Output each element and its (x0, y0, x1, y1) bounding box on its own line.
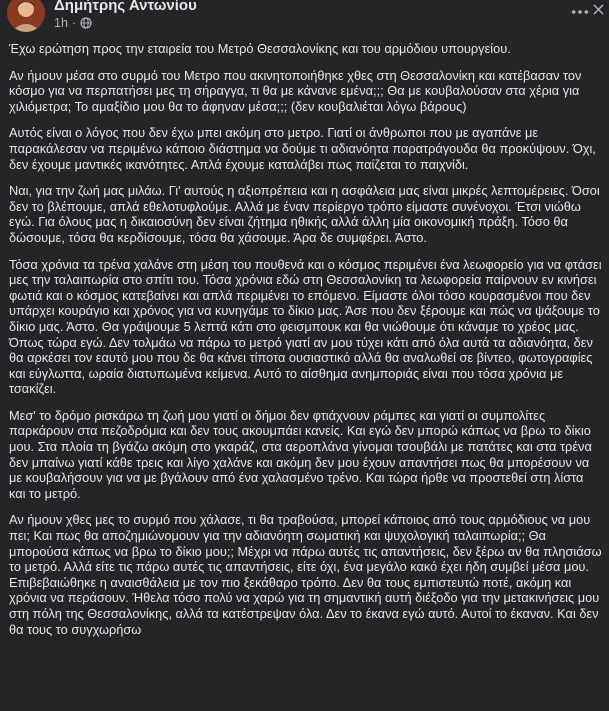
post-paragraph: Αν ήμουν μέσα στο συρμό του Μετρο που ακινητοποιήθηκε χθες στη Θεσσαλονίκη και κατέβασαν τον κόσμο για να περπατήσει μες τη σήραγγα, τι θα με κάνανε εμένα;;; Θα με κουβαλούσαν στα χέρια για χιλιόμετρα; Το αμαξίδιο μου θα το άφηναν μέσα;;; (δεν κουβαλιέται λόγω βάρους) (9, 67, 582, 114)
avatar-photo-icon (7, 0, 45, 32)
post-header (0, 0, 609, 40)
post-paragraph: Μεσ' το δρόμο ρισκάρω τη ζωή μου γιατί οι δήμοι δεν φτιάχνουν ράμπες και γιατί οι συμπολίτες παρκάρουν στα πεζοδρόμια και δεν τους ακουμπάει κανείς. Και εγώ δεν μπορώ κάπως να βρω το δίκιο μου. Στα πλοία τη βγάζω ακόμη στο γκαράζ, στα αεροπλάνα γίνομαι τσουβάλι με πατάτες και στα τρένα δεν μπαίνω γιατί κάθε τρεις και λίγο χαλάνε και ακόμη δεν μου έχουν απαντήσει πως θα μπορέσουν να με κουβαλήσουν για να με βγάλουν από ένα χαλασμένο τρένο. Και τώρα ήρθε να προστεθεί στη λίστα και το μετρό. (9, 407, 592, 501)
post-time[interactable]: 1h (54, 16, 68, 30)
post-paragraph: Τόσα χρόνια τα τρένα χαλάνε στη μέση του πουθενά και ο κόσμος περιμένει ένα λεωφορείο για να φτάσει μες την ταλαιπωρία στο σπίτι του. Τόσα χρόνια εδώ στη Θεσσαλονίκη τα λεωφορεία παίρνουν εν κινήσει φωτιά και ο κόσμος κατεβαίνει και απλά περιμένει το επόμενο. Είμαστε όλοι τόσο κουρασμένοι που δεν υπάρχει κουράγιο και χρόνος για να κυνηγάμε το δίκιο μας. Άσε που δεν ξέρουμε και πώς να ψάξουμε το δίκιο μας. Άστο. Θα γράψουμε 5 λεπτά κάτι στο φεισμπουκ και θα νιώθουμε ότι κάναμε το χρέος μας. Όπως τώρα εγώ. Δεν τολμάω να πάρω το μετρό γιατί αν μου τύχει κάτι από όλα αυτά τα αδιανόητα, δεν θα αρκέσει τον εαυτό μου που δε θα κάνει τίποτα ουσιαστικό αλλά θα αναλωθεί σε βίντεο, φωτογραφίες και εύγλωττα, ωραία διατυπωμένα κείμενα. Αυτό το αίσθημα ανημποριάς είναι που τόσα χρόνια με τσακίζει. (9, 256, 602, 397)
post-paragraph: Έχω ερώτηση προς την εταιρεία του Μετρό Θεσσαλονίκης και του αρμόδιου υπουργείου. (9, 41, 511, 56)
post-paragraph: Αν ήμουν χθες μες το συρμό που χάλασε, τι θα τραβούσα, μπορεί κάποιος από τους αρμόδιους να μου πει; Και πως θα αποζημιώνομουν για την αδιανόητη σωματική και ψυχολογική ταλαιπωρία;; Θα μπορούσα κάπως να βρω το δίκιο μου;; Μέχρι να πάρω αυτές τις απαντήσεις, δεν ξέρω αν θα πλησιάσω το μετρό. Αλλά είτε τις πάρω αυτές τις απαντήσεις, είτε όχι, ένα μεγάλο κακό έχει ήδη συμβεί μέσα μου. Επιβεβαιώθηκε η αναισθάλεια με τον πιο ξεκάθαρο τρόπο. Δεν θα τους εμπιστευτώ ποτέ, ακόμη και χρόνια να περάσουν. Ήθελα τόσο πολύ να χαρώ για τη σημαντική αυτή διέξοδο για την μετακινήσεις μου στη πόλη της Θεσσαλονίκης, αλλά τα κατέστρεψαν όλα. Δεν το έκανα εγώ αυτό. Αυτοί το έκαναν. Και δεν θα τους το συγχωρήσω (9, 512, 602, 637)
post-meta (54, 16, 92, 30)
globe-icon[interactable] (80, 17, 92, 29)
close-icon[interactable] (588, 0, 608, 20)
post-body (9, 41, 603, 648)
post-paragraph: Ναι, για την ζωή μας μιλάω. Γι' αυτούς η αξιοπρέπεια και η ασφάλεια μας είναι μικρές λεπτομέρειες. Όσοι δεν το βλέπουμε, απλά εθελοτυφλούμε. Αλλά με έναν περίεργο τρόπο είμαστε συνένοχοι. Έτσι νιώθω εγώ. Για όλους μας η δικαιοσύνη δεν είναι ζήτημα ηθικής αλλά άλλη μία οικονομική πράξη. Τόσο θα δώσουμε, τόσα θα κερδίσουμε, τόσα θα χάσουμε. Άρα δε συμφέρει. Άστο. (9, 183, 600, 245)
meta-separator: · (71, 16, 77, 30)
author-avatar[interactable] (7, 0, 45, 32)
author-name[interactable]: Δημήτρης Αντωνίου (54, 0, 197, 14)
post-paragraph: Αυτός είναι ο λόγος που δεν έχω μπει ακόμη στο μετρο. Γιατί οι άνθρωποι που με αγαπάνε με παρακάλεσαν να περιμένω κάποιο διάστημα να δούμε τι αδιανόητα παρατράγουδα θα προκύψουν. Όχι, δεν έχουμε μαντικές ικανότητες. Απλά έχουμε καταλάβει πως παίζεται το παιχνίδι. (9, 125, 596, 172)
